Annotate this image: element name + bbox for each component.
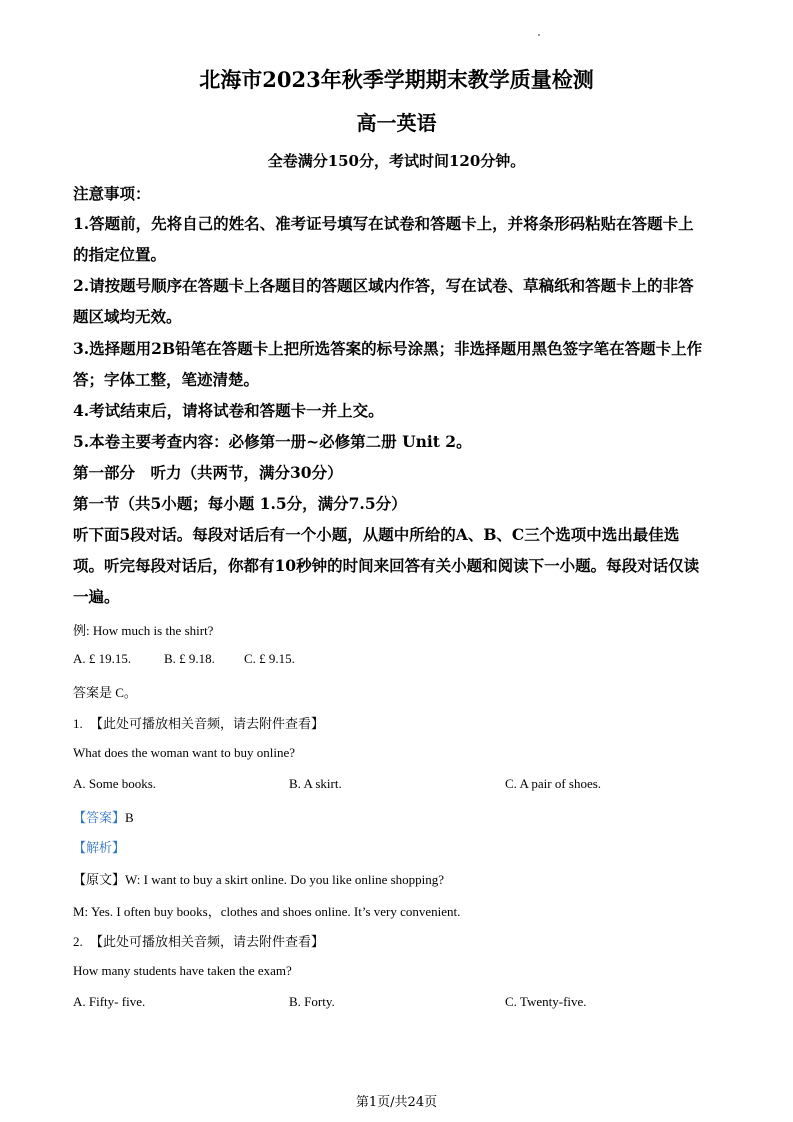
question-2-text: How many students have taken the exam? [73,963,292,978]
part-heading: 第一部分 听力（共两节，满分30分） [73,463,343,482]
question-1-audio-note: 【此处可播放相关音频，请去附件查看】 [90,716,325,731]
question-1-option-b: B. A skirt. [289,776,342,791]
question-1-number: 1. [73,716,83,731]
transcript-w [73,869,444,888]
question-1-option-c: C. A pair of shoes. [505,776,602,791]
example-option-b: B. £ 9.18. [164,651,215,666]
transcript-w-text: W: I want to buy a skirt online. Do you like online shopping? [125,872,445,887]
question-2-header [73,931,324,950]
note-item-4: 4.考试结束后，请将试卷和答题卡一并上交。 [73,401,384,420]
subject-title: 高一英语 [356,111,437,135]
question-1-option-a: A. Some books. [73,776,157,791]
answer-label: 【答案】 [73,810,126,825]
question-1-answer [73,807,134,826]
example-option-c: C. £ 9.15. [244,651,295,666]
answer-value: B [125,810,134,825]
note-item-2: 2.请按题号顺序在答题卡上各题目的答题区域内作答，写在试卷、草稿纸和答题卡上的非答 [73,276,694,295]
section-heading: 第一节（共5小题；每小题 1.5分，满分7.5分） [73,494,407,513]
question-2-audio-note: 【此处可播放相关音频，请去附件查看】 [90,934,325,949]
instructions-line-3: 一遍。 [73,587,120,606]
question-2-option-b: B. Forty. [289,994,335,1009]
instructions-line-2: 项。听完每段对话后，你都有10秒钟的时间来回答有关小题和阅读下一小题。每段对话仅读 [73,556,700,575]
transcript-m: M: Yes. I often buy books，clothes and shoes online. It’s very convenient. [73,904,461,919]
example-option-a: A. £ 19.15. [73,651,132,666]
instructions-line-1: 听下面5段对话。每段对话后有一个小题，从题中所给的A、B、C三个选项中选出最佳选 [73,525,680,544]
note-item-3: 3.选择题用2B铅笔在答题卡上把所选答案的标号涂黑；非选择题用黑色签字笔在答题卡上作 [73,339,703,358]
note-item-1: 1.答题前，先将自己的姓名、准考证号填写在试卷和答题卡上，并将条形码粘贴在答题卡上 [73,214,694,233]
corner-mark [538,34,540,36]
note-item-5: 5.本卷主要考查内容：必修第一册~必修第二册 Unit 2。 [73,432,472,451]
question-1-header [73,713,324,732]
notes-heading: 注意事项： [73,184,151,203]
question-2-option-c: C. Twenty-five. [505,994,587,1009]
question-2-number: 2. [73,934,83,949]
example-answer: 答案是 C。 [73,685,137,700]
note-item-2-cont: 题区域均无效。 [73,307,182,326]
exam-title: 北海市2023年秋季学期期末教学质量检测 [199,67,594,92]
note-item-3-cont: 答；字体工整，笔迹清楚。 [73,370,260,389]
page-number: 第1页/共24页 [355,1095,438,1110]
exam-info: 全卷满分150分，考试时间120分钟。 [267,152,526,170]
transcript-label: 【原文】 [73,872,126,887]
question-2-option-a: A. Fifty- five. [73,994,146,1009]
note-item-1-cont: 的指定位置。 [73,245,167,264]
analysis-label: 【解析】 [73,840,126,855]
example-question: 例: How much is the shirt? [73,623,214,638]
question-1-text: What does the woman want to buy online? [73,745,296,760]
